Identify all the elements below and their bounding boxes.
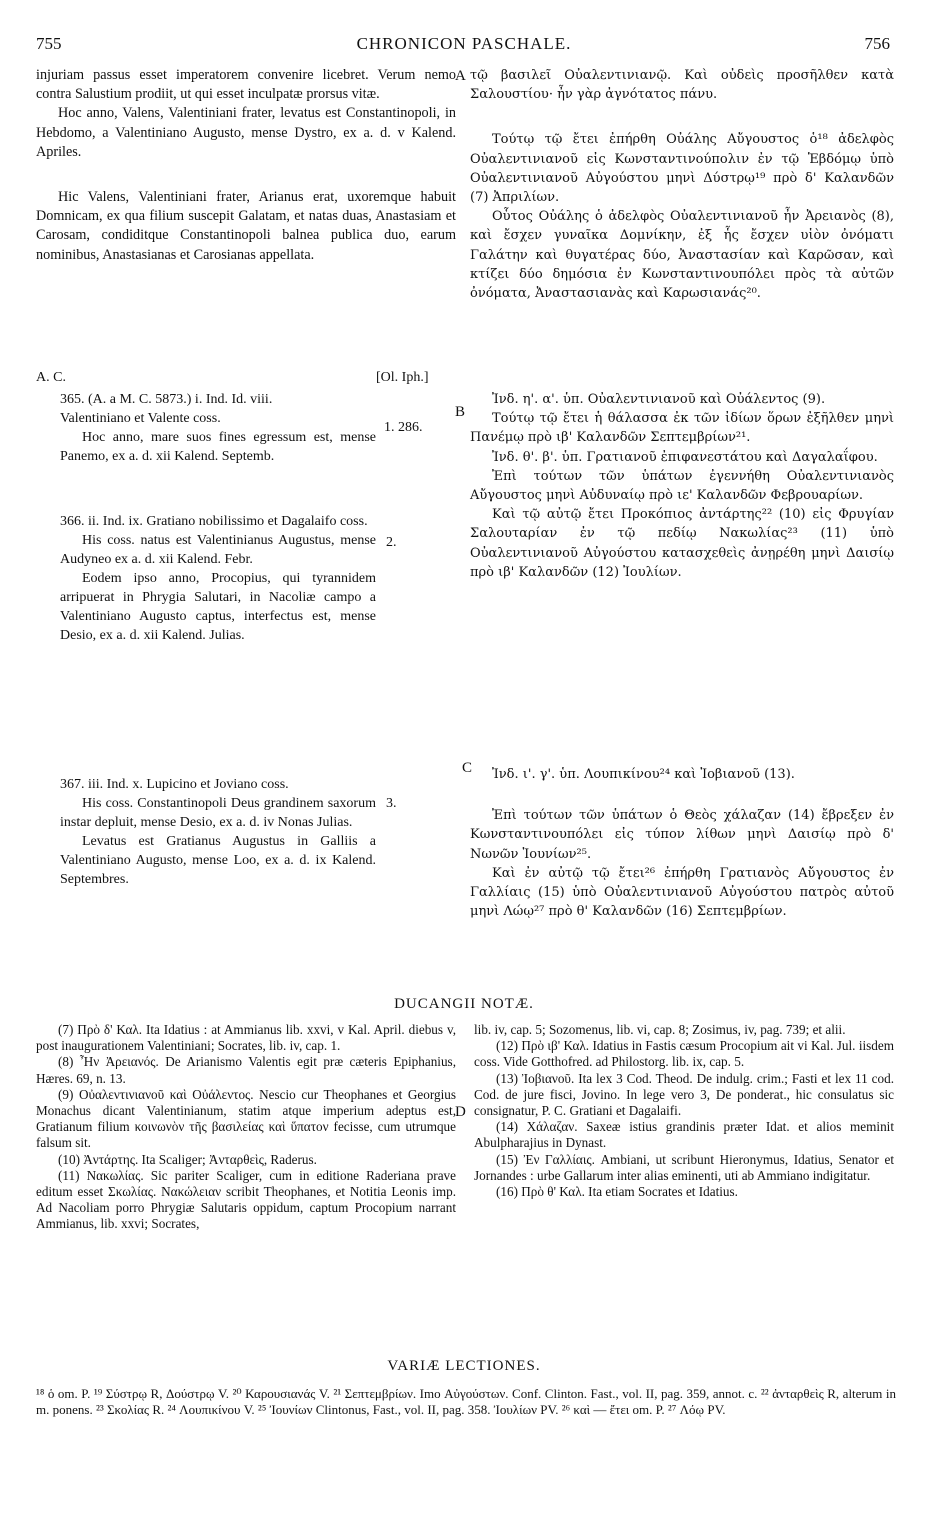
- running-header: [0, 30, 928, 58]
- greek-paragraph: Οὗτος Οὐάλης ὁ ἀδελφὸς Οὐαλεντινιανοῦ ἦν Ἀρειανὸς (8), καὶ ἔσχεν γυναῖκα Δομνίκην, ἐξ ἧς ἔσχεν υἱὸν ὀνόματι Γαλάτην καὶ θυγατέρας δύο, Ἀναστασίαν καὶ Καρῶσαν, καὶ κτίζει δύο δημόσια ἐν Κωνσταντινουπόλει πρὸς τὰ αὐτῶν ὀνόματα, Ἀναστασιανὰς καὶ Καρωσιανάς²⁰.: [470, 209, 894, 302]
- anno-christi-label: A. C.: [36, 370, 66, 385]
- olympiad-number: 2.: [386, 535, 397, 550]
- year-367-block: [60, 775, 376, 889]
- greek-paragraph: Τούτῳ τῷ ἔτει ἐπήρθη Οὐάλης Αὔγουστος ὁ¹⁸ ἀδελφὸς Οὐαλεντινιανοῦ εἰς Κωνσταντινούπολιν ἐν τῷ Ἑβδόμῳ ὑπὸ Οὐαλεντινιανοῦ Αὐγούστου μηνὶ Δύστρῳ¹⁹ πρὸ δ' Καλανδῶν (7) Ἀπριλίων.: [470, 132, 894, 206]
- margin-letter-d: D: [455, 1104, 466, 1120]
- greek-paragraph: Καὶ ἐν αὐτῷ τῷ ἔτει²⁶ ἐπήρθη Γρατιανὸς Αὔγουστος ἐν Γαλλίαις (15) ὑπὸ Οὐαλεντινιανοῦ Αὐγούστου πατρὸς αὐτοῦ μηνὶ Λώῳ²⁷ πρὸ θ' Καλανδῶν (16) Σεπτεμβρίων.: [470, 865, 894, 920]
- latin-paragraph: His coss. Constantinopoli Deus grandinem saxorum instar depluit, mense Desio, ex a. d. iv Nonas Julias.: [60, 796, 376, 830]
- greek-paragraph: τῷ βασιλεῖ Οὐαλεντινιανῷ. Καὶ οὐδεὶς προσῆλθεν κατὰ Σαλουστίου· ἦν γὰρ ἀγνότατος πάνυ.: [470, 68, 894, 103]
- note-item: lib. iv, cap. 5; Sozomenus, lib. vi, cap. 8; Zosimus, iv, pag. 739; et alii.: [474, 1022, 846, 1037]
- greek-paragraph: Ἰνδ. ι'. γ'. ὑπ. Λουπικίνου²⁴ καὶ Ἰοβιανοῦ (13).: [492, 767, 795, 782]
- note-item: (7) Πρὸ δ' Καλ. Ita Idatius : at Ammianus lib. xxvi, v Kal. April. diebus v, post inaugurationem Valentiniani; Socrates, lib. iv, cap. 1.: [36, 1022, 456, 1054]
- greek-column: [470, 66, 894, 303]
- margin-letter-c: C: [462, 760, 473, 776]
- latin-paragraph: Hic Valens, Valentiniani frater, Arianus erat, uxoremque habuit Domnicam, ex qua filium suscepit Galatam, et natas duas, Anastasiam et Carosam, condiditque Constantinopoli balnea publica duo, earum nominibus, Anastasianas et Carosianas appellata.: [36, 189, 456, 263]
- year-heading: 367. iii. Ind. x. Lupicino et Joviano coss.: [60, 777, 289, 792]
- latin-paragraph: His coss. natus est Valentinianus Augustus, mense Audyneo ex a. d. xii Kalend. Febr.: [60, 533, 376, 567]
- latin-paragraph: Hoc anno, mare suos fines egressum est, mense Panemo, ex a. d. xii Kalend. Septemb.: [60, 430, 376, 464]
- greek-paragraph: Ἰνδ. η'. α'. ὑπ. Οὐαλεντινιανοῦ καὶ Οὐάλεντος (9).: [492, 392, 826, 407]
- notes-left-column: [36, 1022, 456, 1233]
- latin-paragraph: Levatus est Gratianus Augustus in Galliis a Valentiniano Augusto, mense Loo, ex a. d. ix Kalend. Septembres.: [60, 834, 376, 887]
- year-365-block: [60, 390, 376, 466]
- note-item: (15) Ἐν Γαλλίαις. Ambiani, ut scribunt Hieronymus, Idatius, Senator et Jornandes : urbe Gallarum inter alias eminenti, uti ab Ammiano indigitatur.: [474, 1151, 894, 1183]
- running-title: CHRONICON PASCHALE.: [356, 34, 572, 53]
- page-number-right: 756: [864, 34, 890, 53]
- margin-letter-b: B: [455, 404, 466, 420]
- variae-lectiones-text: ¹⁸ ὁ om. P. ¹⁹ Σύστρῳ R, Δούστρῳ V. ²⁰ Καρουσιανάς V. ²¹ Σεπτεμβρίων. Imo Αὐγούστων. Conf. Clinton. Fast., vol. II, pag. 359, annot. c. ²² ἀνταρθεὶς R, alterum in m. ponens. ²³ Σκολίας R. ²⁴ Λουπικίνου V. ²⁵ Ἰουνίων Clintonus, Fast., vol. II, pag. 358. Ἰουλίων PV. ²⁶ καὶ — ἔτει om. P. ²⁷ Λόῳ PV.: [36, 1386, 896, 1417]
- note-item: (16) Πρὸ θ' Καλ. Ita etiam Socrates et Idatius.: [496, 1184, 738, 1200]
- margin-letter-a: A: [455, 68, 466, 84]
- notes-right-column: [474, 1022, 894, 1200]
- greek-paragraph: Ἐπὶ τούτων τῶν ὑπάτων ὁ Θεὸς χάλαζαν (14) ἔβρεξεν ἐν Κωνσταντινουπόλει εἰς τύπον λίθων μηνὶ Δαισίῳ πρὸ δ' Νωνῶν Ἰουνίων²⁵.: [470, 808, 894, 862]
- note-item: (12) Πρὸ ιβ' Καλ. Idatius in Fastis cæsum Procopium ait vi Kal. Jul. iisdem coss. Vide Gotthofred. ad Philostorg. lib. ix, cap. 5.: [474, 1038, 894, 1070]
- latin-paragraph: Eodem ipso anno, Procopius, qui tyrannidem arripuerat in Phrygia Salutari, in Nacoliæ campo a Valentiniano Augusto captus, interfectus est, mense Desio, ex a. d. xii Kalend. Julias.: [60, 571, 376, 643]
- note-item: (8) Ἦν Ἀρειανός. De Arianismo Valentis egit præ cæteris Epiphanius, Hæres. 69, n. 13.: [36, 1054, 456, 1086]
- year-heading: 366. ii. Ind. ix. Gratiano nobilissimo et Dagalaifo coss.: [60, 514, 368, 529]
- latin-paragraph: injuriam passus esset imperatorem convenire licebret. Verum nemo contra Salustium prodiit, ut qui esset inculpatæ prorsus vitæ.: [36, 67, 456, 103]
- olympiad-label: [Ol. Iph.]: [376, 370, 429, 385]
- greek-column-lower: [470, 390, 894, 582]
- greek-column-bottom: [470, 765, 894, 921]
- note-item: (14) Χάλαζαν. Saxeæ istius grandinis præter Idat. et alios meminit Abulpharajius in Dynast.: [474, 1119, 894, 1151]
- greek-paragraph: Ἐπὶ τούτων τῶν ὑπάτων ἐγεννήθη Οὐαλεντινιανὸς Αὔγουστος μηνὶ Αὐδυναίῳ πρὸ ιε' Καλανδῶν Φεβρουαρίων.: [470, 468, 894, 504]
- olympiad-number: 3.: [386, 796, 397, 811]
- variae-title: VARIÆ LECTIONES.: [387, 1358, 541, 1374]
- consuls-line: Valentiniano et Valente coss.: [60, 411, 221, 426]
- note-item: (9) Οὐαλεντινιανοῦ καὶ Οὐάλεντος. Nescio cur Theophanes et Georgius Monachus dicant Valentinianum, statim atque imperium adeptus est, Gratianum filium κοινωνὸν τῆς βασιλείας καὶ ὕπατον fecisse, cum utrumque falsum sit.: [36, 1086, 456, 1151]
- year-heading: 365. (A. a M. C. 5873.) i. Ind. Id. viii.: [60, 392, 273, 407]
- year-366-block: [60, 512, 376, 645]
- note-item: (13) Ἰοβιανοῦ. Ita lex 3 Cod. Theod. De indulg. crim.; Fasti et lex 11 cod. Cod. de jure fisci, Jovino. In lege vero 3, De ponderat., hic consulatus sic consignatur, P. C. Gratiani et Dagalaifi.: [474, 1070, 894, 1119]
- note-item: (11) Νακωλίας. Sic pariter Scaliger, cum in editione Raderiana prave editum esset Σκωλίας. Νακώλειαν scribit Theophanes, et Notitia Leonis imp. Ad Nacoliam porro Phrygiæ Salutaris oppidum, captum Procopium narrant Ammianus, lib. xxvi; Socrates,: [36, 1167, 456, 1232]
- olympiad-number: 1. 286.: [384, 420, 423, 435]
- greek-paragraph: Καὶ τῷ αὐτῷ ἔτει Προκόπιος ἀντάρτης²² (10) εἰς Φρυγίαν Σαλουταρίαν ἐν τῷ πεδίῳ Νακωλίας²³ (11) ὑπὸ Οὐαλεντινιανοῦ Αὐγούστου κατασχεθεὶς ἀνῃρέθη μηνὶ Δαισίῳ πρὸ ιβ' Καλανδῶν (12) Ἰουλίων.: [470, 507, 894, 580]
- greek-paragraph: Ἰνδ. θ'. β'. ὑπ. Γρατιανοῦ ἐπιφανεστάτου καὶ Δαγαλαΐφου.: [492, 449, 878, 465]
- greek-paragraph: Τούτῳ τῷ ἔτει ἡ θάλασσα ἐκ τῶν ἰδίων ὅρων ἐξῆλθεν μηνὶ Πανέμῳ πρὸ ιβ' Καλανδῶν Σεπτεμβρίων²¹.: [470, 411, 894, 446]
- notes-title: DUCANGII NOTÆ.: [394, 996, 534, 1012]
- page-number-left: 755: [36, 34, 62, 53]
- note-item: (10) Ἀντάρτης. Ita Scaliger; Ἀνταρθεὶς, Raderus.: [58, 1151, 317, 1167]
- latin-paragraph: Hoc anno, Valens, Valentiniani frater, levatus est Constantinopoli, in Hebdomo, a Valentiniano Augusto, mense Dystro, ex a. d. v Kalend. Apriles.: [36, 105, 456, 160]
- latin-column: [36, 66, 456, 265]
